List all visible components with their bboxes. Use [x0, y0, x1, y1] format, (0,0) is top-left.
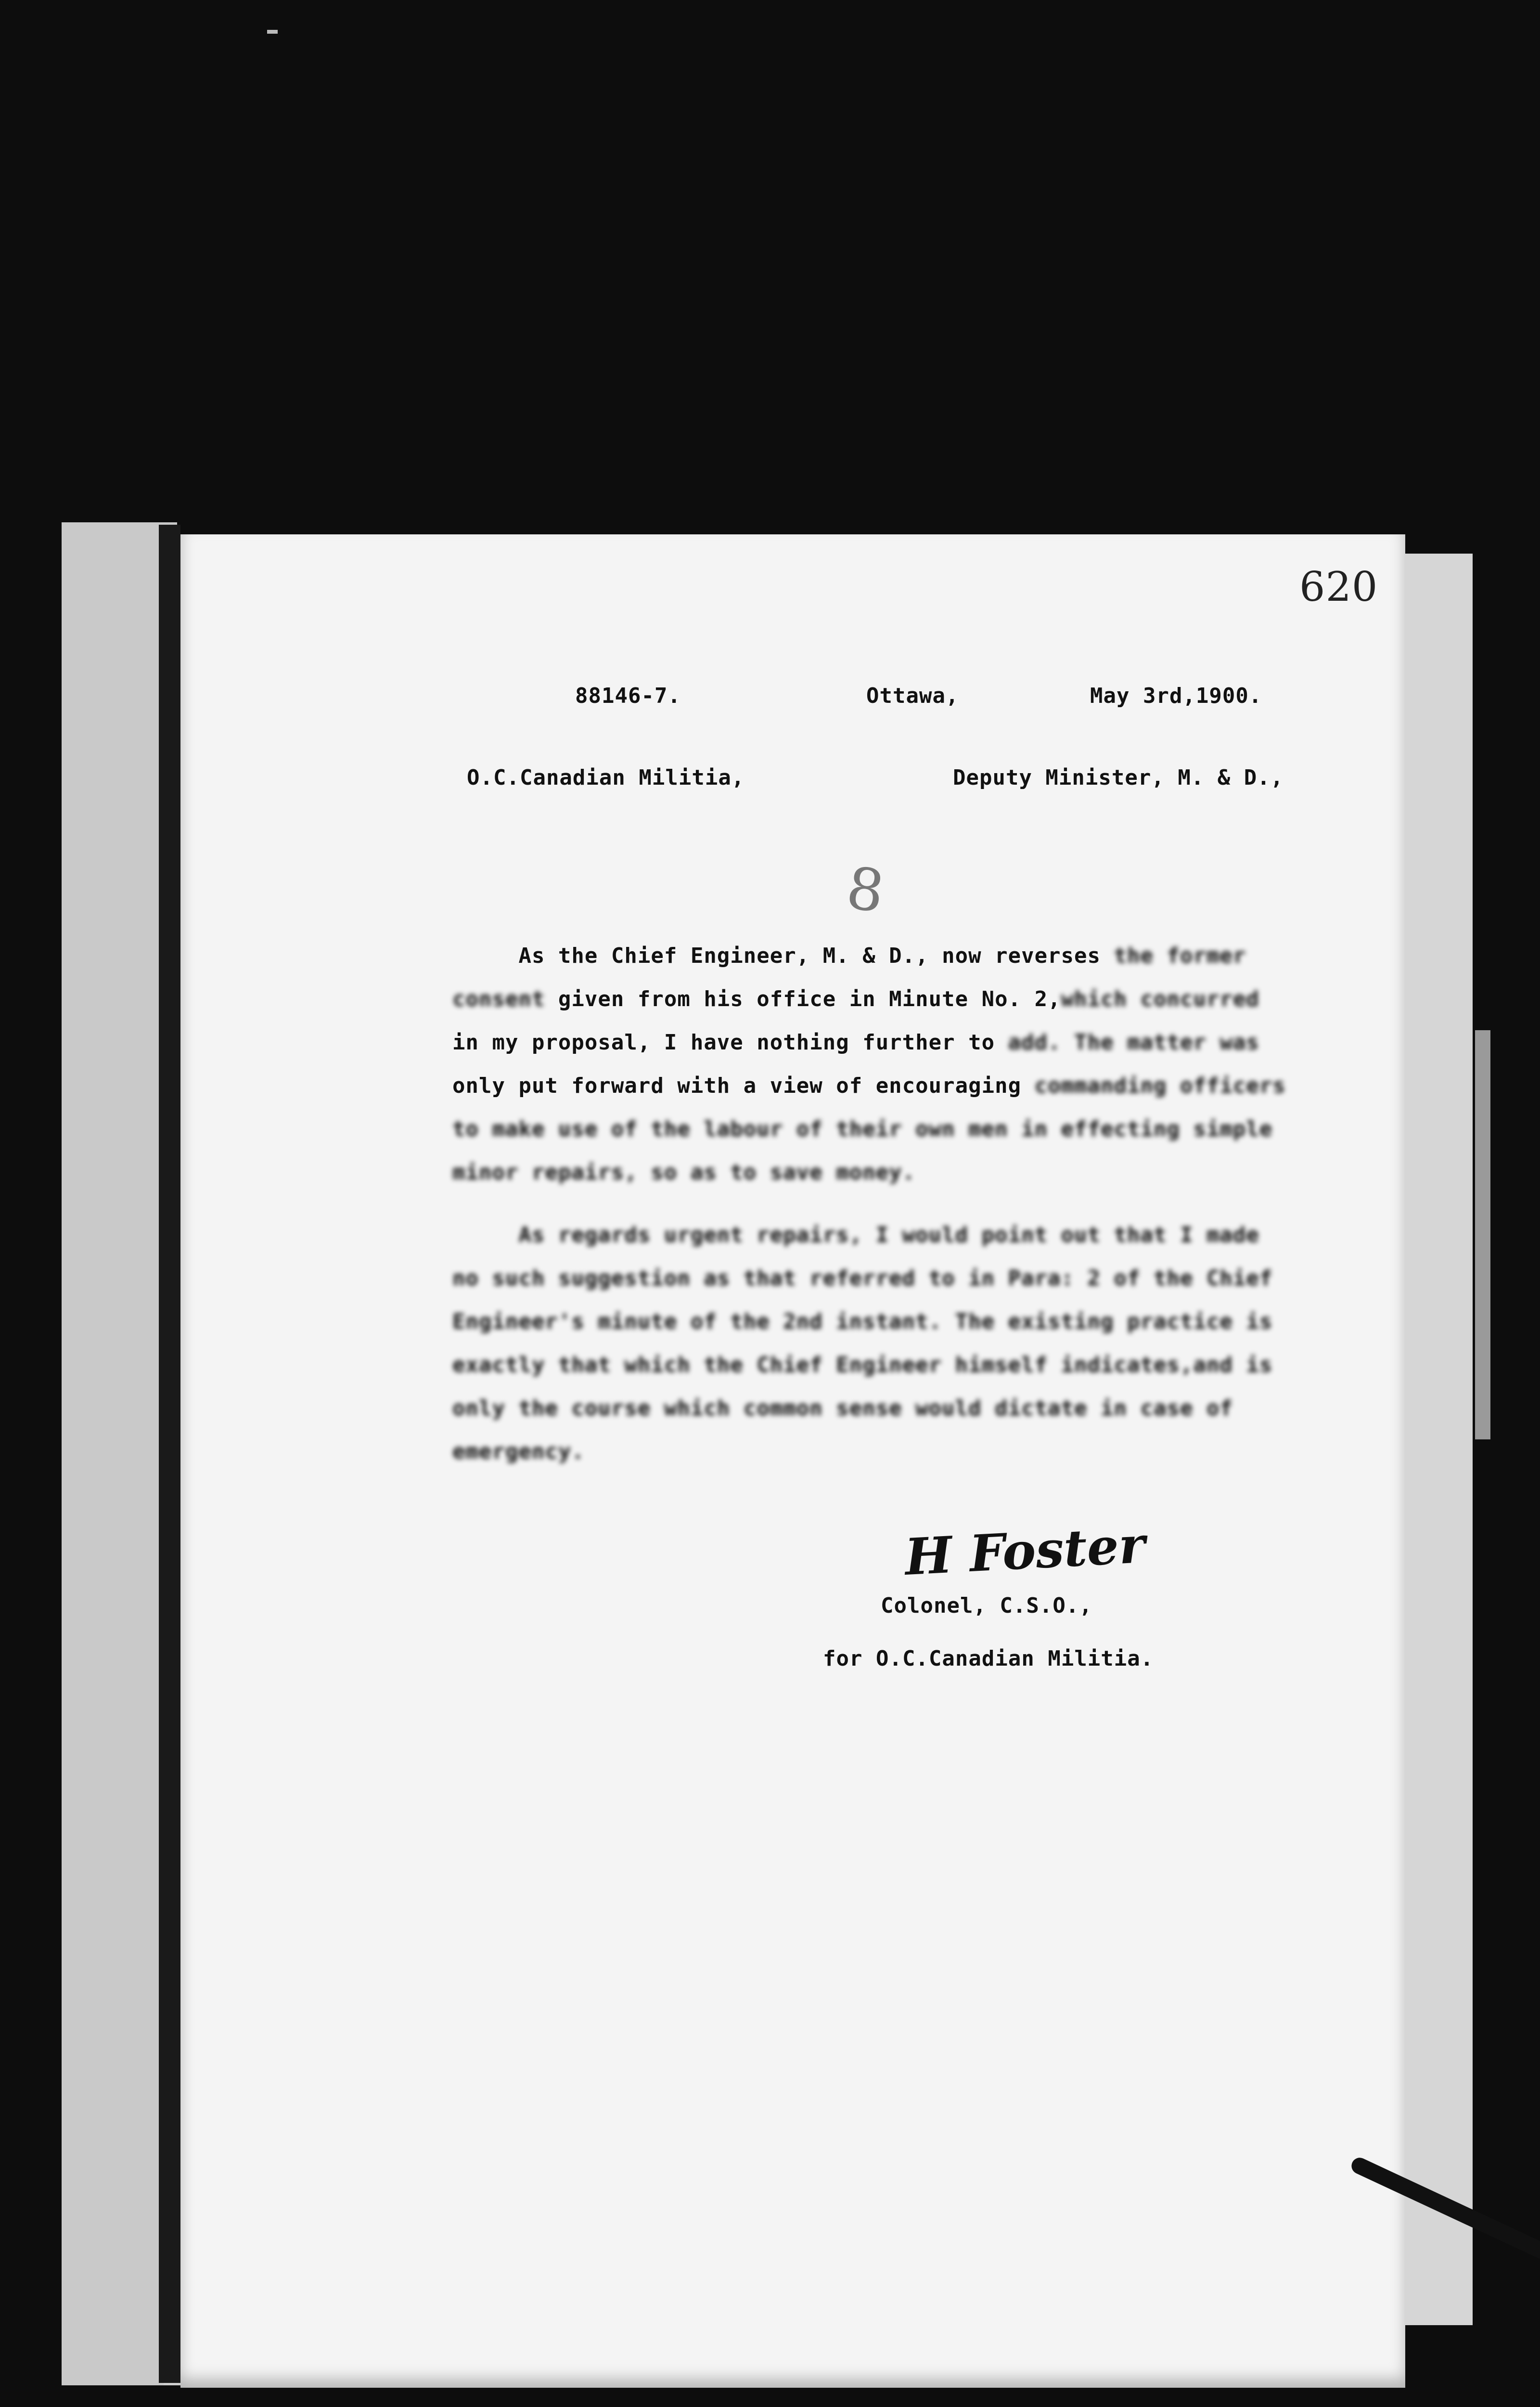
file-number: 88146-7. [575, 684, 681, 708]
body-line: only the course which common sense would dictate in case of [452, 1396, 1233, 1421]
body-line: minor repairs, so as to save money. [452, 1160, 916, 1185]
signoff-rank: Colonel, C.S.O., [881, 1593, 1092, 1618]
body-line: As the Chief Engineer, M. & D., now reverses the former [452, 944, 1246, 968]
place: Ottawa, [866, 684, 959, 708]
signoff-for-line: for O.C.Canadian Militia. [823, 1646, 1154, 1671]
body-line: consent given from his office in Minute No. 2,which concurred [452, 987, 1259, 1011]
body-line: in my proposal, I have nothing further to add. The matter was [452, 1030, 1259, 1055]
body-line: only put forward with a view of encouraging commanding officers [452, 1074, 1286, 1098]
body-line: As regards urgent repairs, I would point out that I made [452, 1223, 1259, 1247]
body-line: exactly that which the Chief Engineer himself indicates,and is [452, 1353, 1273, 1377]
letter-date: May 3rd,1900. [1090, 684, 1262, 708]
pencil-mark: 8 [842, 854, 888, 926]
recipient-line: Deputy Minister, M. & D., [953, 765, 1284, 790]
sender-line: O.C.Canadian Militia, [467, 765, 745, 790]
binding-shadow [159, 525, 180, 2383]
scan-speck [267, 30, 278, 34]
body-line: Engineer's minute of the 2nd instant. The existing practice is [452, 1309, 1273, 1334]
body-line: no such suggestion as that referred to in Para: 2 of the Chief [452, 1266, 1273, 1291]
signature: H Foster [903, 1515, 1147, 1587]
body-line: to make use of the labour of their own men in effecting simple [452, 1117, 1273, 1141]
body-line: emergency. [452, 1439, 585, 1464]
page-tab-strip [1475, 1030, 1490, 1439]
letter-page [180, 534, 1405, 2388]
folio-number: 620 [1299, 563, 1378, 610]
